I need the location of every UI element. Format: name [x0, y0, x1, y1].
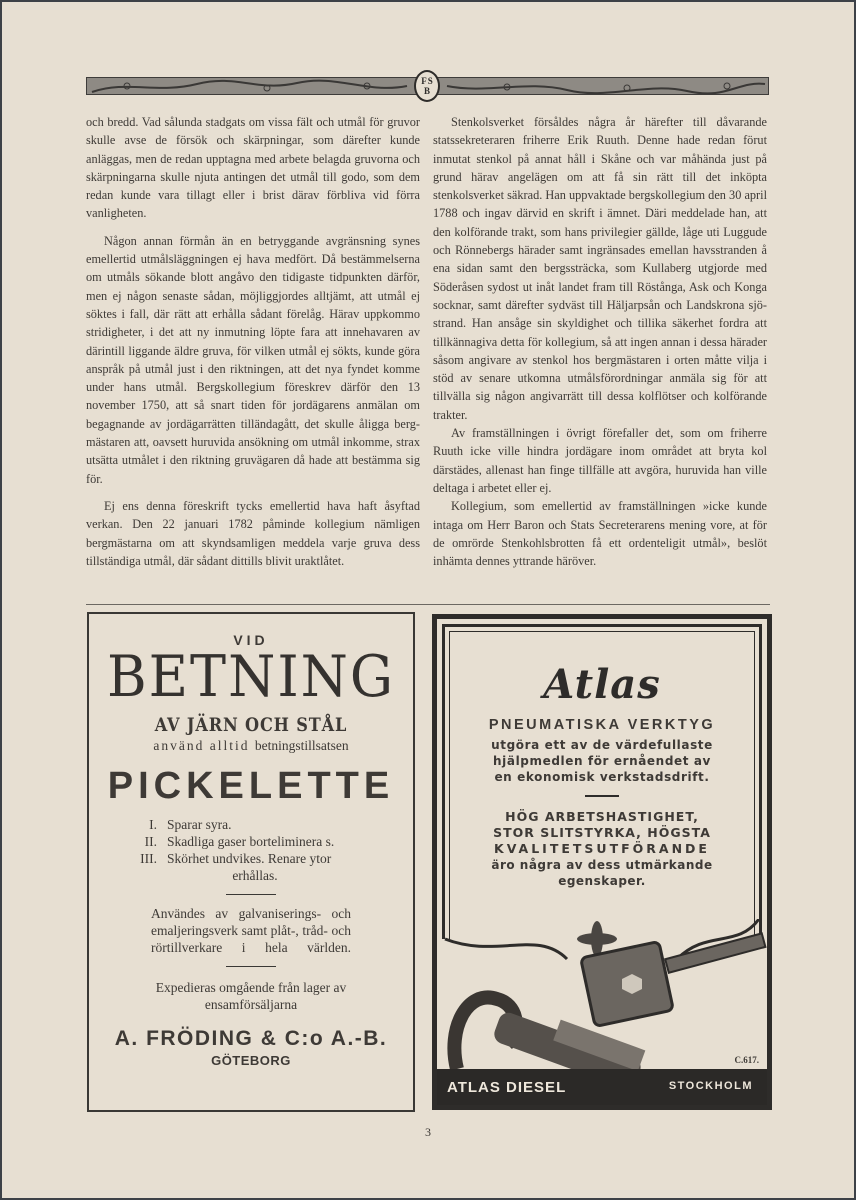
description-line: en ekonomisk verkstadsdrift. [494, 770, 710, 784]
ad-subtitle: AV JÄRN OCH STÅL [154, 714, 348, 736]
product-name: PICKELETTE [107, 765, 395, 807]
catalog-code: C.617. [734, 1055, 759, 1065]
benefit-text: Skadliga gaser borteliminera s. [167, 834, 335, 849]
atlas-ad-content [437, 663, 767, 889]
atlas-logo: Atlas [543, 661, 661, 708]
ad-headline: PNEUMATISKA VERKTYG [488, 717, 716, 733]
seal-letter: F [421, 76, 427, 86]
benefit-list [89, 816, 413, 884]
seal-letter: S [427, 76, 433, 86]
article-column-right [433, 113, 767, 570]
usage-text: Användes av galvaniserings- och emaljeringsverk samt plåt-, tråd- och rörtillverkare i hela världen. [151, 906, 351, 955]
fsb-seal-logo [414, 70, 440, 102]
section-divider [86, 604, 770, 605]
article-column-left [86, 113, 420, 570]
atlas-footer-band [437, 1069, 767, 1105]
feature-list [437, 809, 767, 889]
paragraph: Ej ens denna föreskrift tycks emellertid hava haft åsyftad verkan. Den 22 januari 1782 påminde kollegium nämligen bergmästarna om att skyndsamligen meddela varje gruva dess tillständiga utmål, där sådant dittills blivit uraktlåtet. [86, 498, 420, 568]
benefit-number: I. [149, 817, 157, 832]
benefit-text: Sparar syra. [167, 817, 232, 832]
feature-line: KVALITETSUTFÖRANDE [494, 841, 710, 856]
benefit-item [89, 850, 413, 867]
benefit-number: II. [144, 834, 157, 849]
description-line: hjälpmedlen för ernåendet av [493, 754, 711, 768]
use-prefix: använd alltid [153, 738, 250, 753]
benefit-item [89, 816, 413, 833]
paragraph: Kollegium, som emellertid av framställningen »icke kunde intaga om Herr Baron och Stats Secreterarens mening vore, at för de omrörde Stenkohlsbrotten få ett ordenteligit utmål», beslöt inhämta dennes yttrande häröver. [433, 499, 767, 569]
paragraph: Stenkolsverket försåldes några år härefter till dåvarande statssekreteraren friherre Erik Ruuth. Denne hade redan förut inmutat stenkol på annat håll i Skåne och var måhända just på grund härav angelägen om att få sin rätt till det inköpta stenkolsverket säkrad. Han uppvaktade bergskollegium den 30 april 1788 och ingav därvid en skrift i ämnet. Däri meddelade han, att den kolförande trakt, som hans privilegier gällde, låge uti Luggude och Rönnebergs härader samt ingränsades emellan havsstranden å ena sidan samt den bergssträcka, som Kullaberg utgjorde med Söderåsen sydost ut inåt landet fram till Röstånga, Ask och Konga socknar, samt därefter sydväst till Häljarpsån och Landskrona sjöstrand. Han ansåge sin skyldighet och tillika säkerhet fordra att tillkännagiva detta för kollegium, så att ingen annan i dessa härader såsom angivare av stenkol hos bergmästaren i orten måtte vilja i stöd av senare utkomna utmålsförordningar anmäla sig för att tillvälla sig någon angivarrätt till dessa kolflötser och kolförande trakter. [433, 115, 767, 422]
paragraph: och bredd. Vad sålunda stadgats om vissa fält och utmål för gruvor skulle avse de försök och skärpningar, som därefter kunde anläggas, men de redan upptagna med arbete belagda gruvorna och skärpningarna skulle njuta antingen det utmål till godo, som dem redan kunde vara tillagt eller i brist därav förbliva vid förra vanligheten. [86, 115, 420, 221]
company-city: GÖTEBORG [211, 1053, 291, 1068]
benefit-continuation: erhållas. [232, 868, 278, 883]
atlas-city: STOCKHOLM [668, 1080, 753, 1092]
feature-line: STOR SLITSTYRKA, HÖGSTA [493, 825, 711, 840]
description-line: utgöra ett av de värdefullaste [491, 738, 713, 752]
feature-line: HÖG ARBETSHASTIGHET, [505, 809, 699, 824]
pneumatic-drill-illustration-icon [437, 919, 767, 1079]
paragraph: Någon annan förmån än en betryggande avgränsning synes emellertid utmålsläggningen ej hava medfört. Då bestämmelserna om utmåls sökande blott angåvo den tidigaste tidpunkten därför, men ej någon senaste sådan, möjliggjordes alltjämt, att utmål ej söktes i fall, där rätt att erhålla sådant förelåg. Härav uppkommo stridigheter, i det att ny inmutning löpte fara att innehavaren av därintill liggande äldre gruva, för vilken utmål ej sökts, kunde göra anspråk på utmål just i den riktningen, att det nya fyndet komme under hans utmål. Bergskollegium föreskrev därför den 13 november 1750, att så snart tiden för jordägarens anmälan om begagnande av jordägarrätten tilländagått, det skulle åligga bergmästaren att, oavsett huruvida ansökning om utmål inkomme, strax utsätta utmålet i den riktning gruvägaren då hade att bestämma sig för. [86, 233, 420, 486]
divider-rule [226, 894, 276, 895]
divider-rule [226, 966, 276, 967]
shipping-text [89, 979, 413, 1013]
shipping-line: ensamförsäljarna [204, 997, 298, 1012]
benefit-item [89, 833, 413, 850]
divider-rule [585, 795, 619, 797]
ad-kicker: VID [233, 632, 269, 648]
benefit-text: Skörhet undvikes. Renare ytor [167, 851, 332, 866]
use-suffix: betningstillsatsen [254, 738, 349, 753]
atlas-brand: ATLAS DIESEL [447, 1079, 567, 1096]
ad-headline: BETNING [106, 643, 396, 710]
pickelette-advertisement [87, 612, 415, 1112]
page-number: 3 [425, 1125, 431, 1139]
shipping-line: Expedieras omgående från lager av [155, 980, 347, 995]
seal-letter: B [423, 86, 430, 96]
paragraph: Av framställningen i övrigt förefaller det, som om friherre Ruuth icke ville hindra jordägare inom området att bryta kol därstädes, allenast han finge tillfälle att avgöra, huruvida han ville deltaga i arbetet eller ej. [433, 426, 767, 495]
benefit-number: III. [140, 851, 157, 866]
feature-tail: äro några av dess utmärkande [491, 858, 713, 872]
ad-use-line [89, 738, 413, 754]
ad-description [437, 737, 767, 785]
company-name: A. FRÖDING & C:o A.-B. [114, 1027, 388, 1050]
feature-tail: egenskaper. [558, 874, 646, 888]
atlas-advertisement [432, 614, 772, 1110]
